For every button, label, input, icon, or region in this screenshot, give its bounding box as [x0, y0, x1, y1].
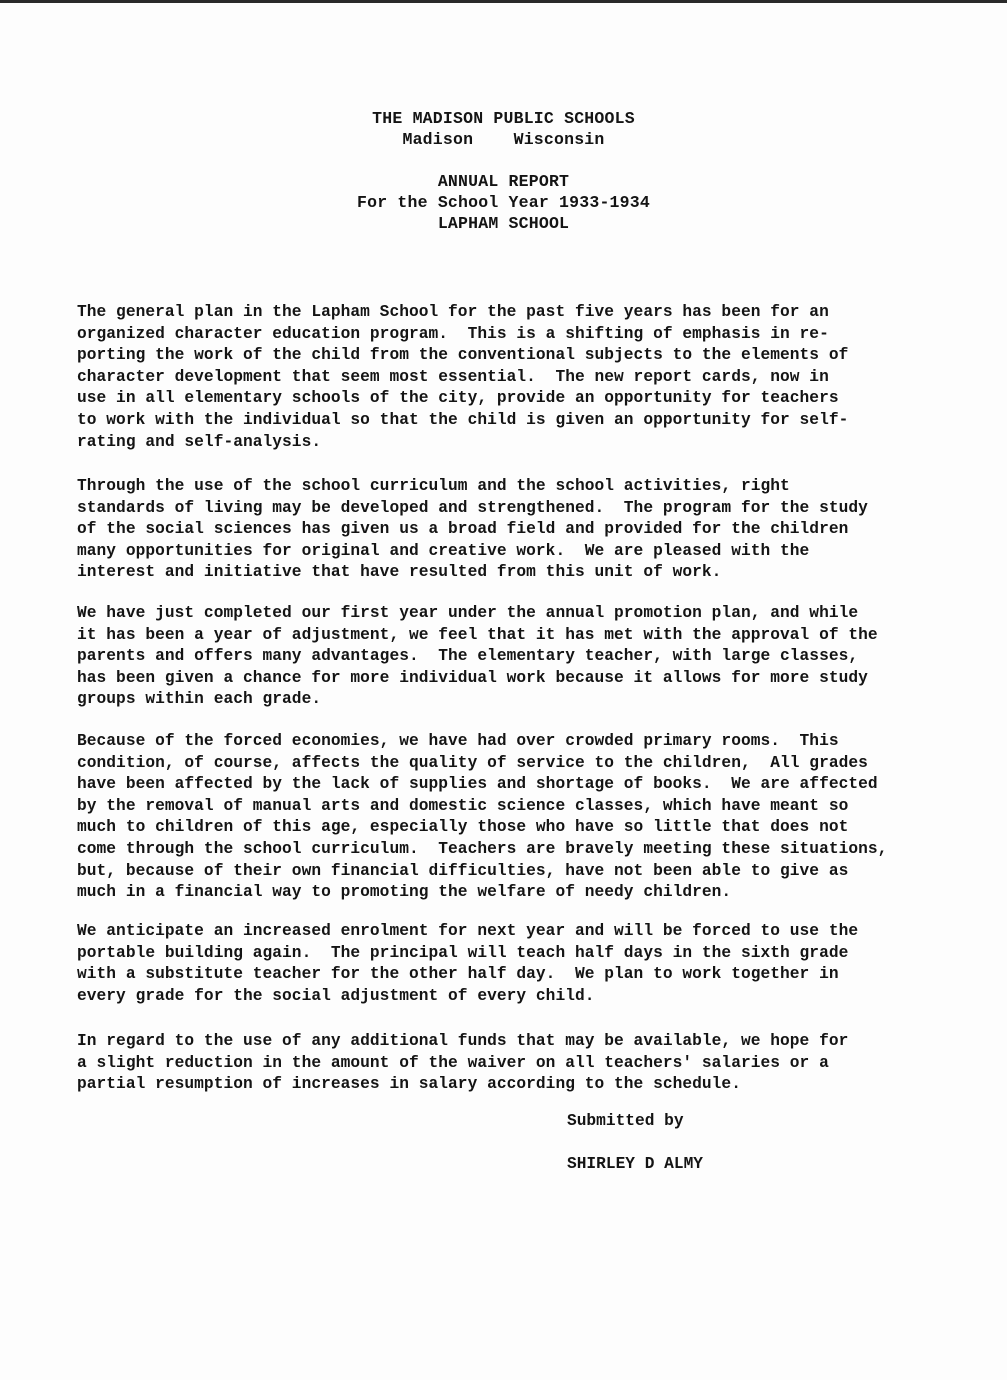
- paragraph-line: many opportunities for original and creative work. We are pleased with the: [77, 541, 810, 560]
- paragraph-line: have been affected by the lack of supplies and shortage of books. We are affected: [77, 775, 878, 794]
- paragraph-line: come through the school curriculum. Teachers are bravely meeting these situations,: [77, 839, 888, 858]
- paragraph-line: by the removal of manual arts and domestic science classes, which have meant so: [77, 796, 849, 815]
- paragraph-line: We anticipate an increased enrolment for next year and will be forced to use the: [77, 922, 859, 940]
- paragraph-line: every grade for the social adjustment of every child.: [77, 986, 595, 1005]
- report-title: ANNUAL REPORT: [437, 172, 570, 191]
- paragraph-line: rating and self-analysis.: [77, 432, 322, 451]
- report-heading: [0, 171, 1007, 234]
- paragraph-line: partial resumption of increases in salary according to the schedule.: [77, 1075, 741, 1094]
- paragraph-line: of the social sciences has given us a broad field and provided for the children: [77, 520, 849, 539]
- paragraph-line: parents and offers many advantages. The elementary teacher, with large classes,: [77, 647, 859, 666]
- paragraph-line: groups within each grade.: [77, 690, 322, 709]
- submitted-by-label: Submitted by: [567, 1112, 684, 1130]
- paragraph-line: use in all elementary schools of the city, provide an opportunity for teachers: [77, 389, 839, 408]
- letterhead: [0, 108, 1007, 150]
- paragraph-line: porting the work of the child from the conventional subjects to the elements of: [77, 346, 849, 365]
- paragraph-1: [77, 302, 967, 453]
- paragraph-line: character development that seem most essential. The new report cards, now in: [77, 367, 829, 386]
- paragraph-line: with a substitute teacher for the other half day. We plan to work together in: [77, 965, 839, 984]
- paragraph-line: interest and initiative that have resulted from this unit of work.: [77, 563, 722, 582]
- paragraph-line: In regard to the use of any additional funds that may be available, we hope for: [77, 1032, 849, 1050]
- paragraph-3: [77, 603, 967, 711]
- paragraph-line: has been given a chance for more individual work because it allows for more study: [77, 668, 868, 687]
- paragraph-line: it has been a year of adjustment, we feel that it has met with the approval of the: [77, 625, 878, 644]
- letterhead-location: Madison Wisconsin: [402, 130, 605, 149]
- paragraph-line: a slight reduction in the amount of the waiver on all teachers' salaries or a: [77, 1053, 829, 1072]
- paragraph-5: [77, 921, 967, 1007]
- signer-name: SHIRLEY D ALMY: [567, 1155, 703, 1173]
- scan-top-edge: [0, 0, 1007, 3]
- paragraph-line: We have just completed our first year under the annual promotion plan, and while: [77, 604, 859, 622]
- paragraph-line: organized character education program. This is a shifting of emphasis in re-: [77, 324, 829, 343]
- paragraph-line: much to children of this age, especially those who have so little that does not: [77, 818, 849, 837]
- letterhead-title: THE MADISON PUBLIC SCHOOLS: [372, 109, 635, 128]
- paragraph-line: much in a financial way to promoting the welfare of needy children.: [77, 883, 732, 902]
- paragraph-line: to work with the individual so that the child is given an opportunity for self-: [77, 410, 849, 429]
- paragraph-line: portable building again. The principal will teach half days in the sixth grade: [77, 943, 849, 962]
- report-school-year: For the School Year 1933-1934: [357, 193, 650, 212]
- paragraph-2: [77, 476, 967, 584]
- paragraph-6: [77, 1031, 967, 1096]
- paragraph-line: standards of living may be developed and strengthened. The program for the study: [77, 498, 868, 517]
- paragraph-line: The general plan in the Lapham School for the past five years has been for an: [77, 303, 829, 321]
- paragraph-4: [77, 731, 967, 904]
- report-school-name: LAPHAM SCHOOL: [437, 214, 570, 233]
- paragraph-line: but, because of their own financial difficulties, have not been able to give as: [77, 861, 849, 880]
- paragraph-line: Through the use of the school curriculum and the school activities, right: [77, 477, 790, 495]
- paragraph-line: Because of the forced economies, we have had over crowded primary rooms. This: [77, 732, 839, 750]
- paragraph-line: condition, of course, affects the quality of service to the children, All grades: [77, 753, 868, 772]
